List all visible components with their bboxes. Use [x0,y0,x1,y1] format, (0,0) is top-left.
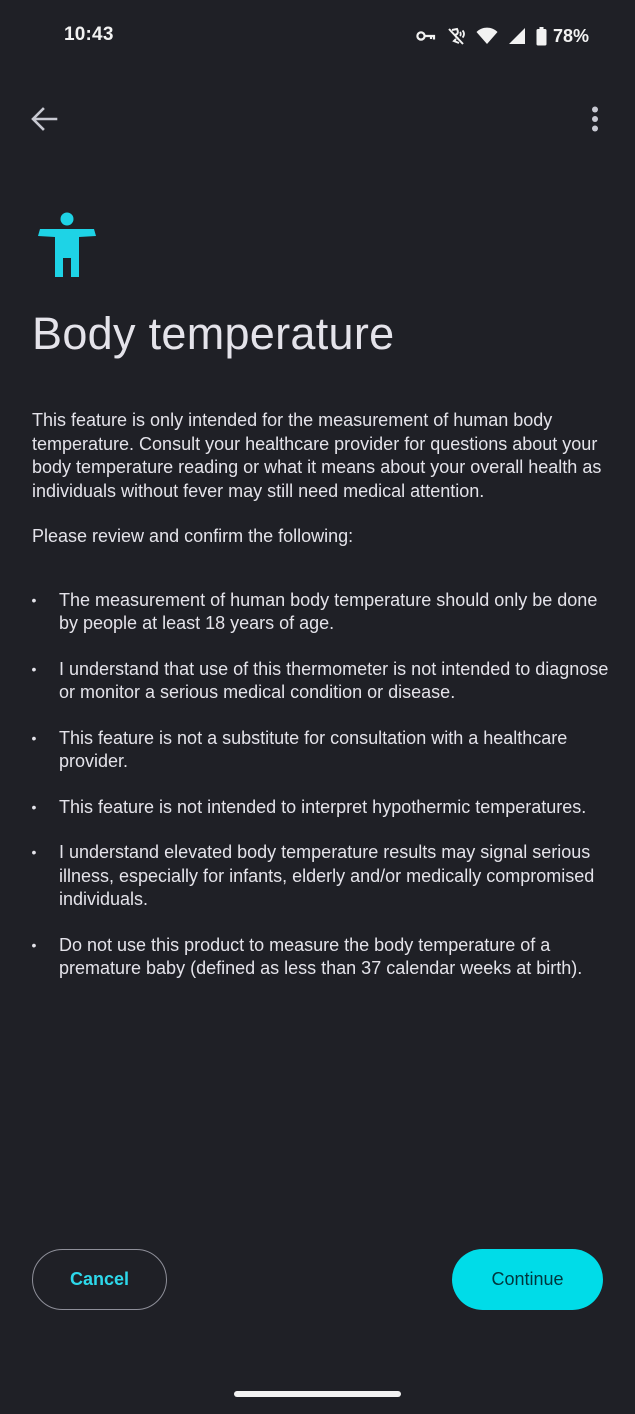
battery-percent: 78% [552,25,589,46]
cell-signal-icon [508,27,526,45]
bullet: • [31,592,37,608]
more-vert-icon [591,106,599,137]
vibrate-off-icon [446,26,466,46]
list-item [30,658,615,704]
bullet: • [31,936,37,953]
status-icons [416,25,589,47]
terms-list [30,589,615,1002]
term-text: This feature is not a substitute for consultation with a healthcare provider. [59,727,568,772]
arrow-back-icon [30,107,58,136]
accessibility-person-icon [38,212,100,280]
term-text: This feature is not intended to interpret hypothermic temperatures. [59,796,587,817]
continue-button[interactable]: Continue [452,1249,603,1310]
list-item [30,727,615,773]
more-options-button[interactable] [577,103,613,139]
back-button[interactable] [26,103,62,139]
bullet: • [31,844,37,861]
list-item [30,934,615,980]
term-text: I understand that use of this thermometer is not intended to diagnose or monitor a serious medical condition or disease. [59,658,609,703]
bullet: • [31,660,37,677]
wifi-icon [476,27,498,45]
page-title: Body temperature [32,308,395,359]
review-prompt: Please review and confirm the following: [32,526,354,546]
cancel-button[interactable]: Cancel [32,1249,167,1310]
gesture-navigation-bar[interactable] [234,1391,401,1397]
vpn-key-icon [416,30,436,42]
list-item [30,841,615,911]
status-time: 10:43 [64,24,114,45]
term-text: I understand elevated body temperature results may signal serious illness, especially for infants, elderly and/or medically compromised individuals. [59,842,595,909]
bullet: • [31,729,37,746]
battery-icon [536,27,547,46]
list-item [30,589,615,635]
intro-text: This feature is only intended for the measurement of human body temperature. Consult your healthcare provider for questions about your body temperature reading or what it means about your overall health as individuals without fever may still need medical attention. [32,410,602,501]
bullet: • [31,798,37,815]
term-text: Do not use this product to measure the body temperature of a premature baby (defined as less than 37 calendar weeks at birth). [59,934,583,978]
term-text: The measurement of human body temperature should only be done by people at least 18 years of age. [59,590,598,634]
status-bar [0,0,635,72]
list-item [30,796,615,819]
